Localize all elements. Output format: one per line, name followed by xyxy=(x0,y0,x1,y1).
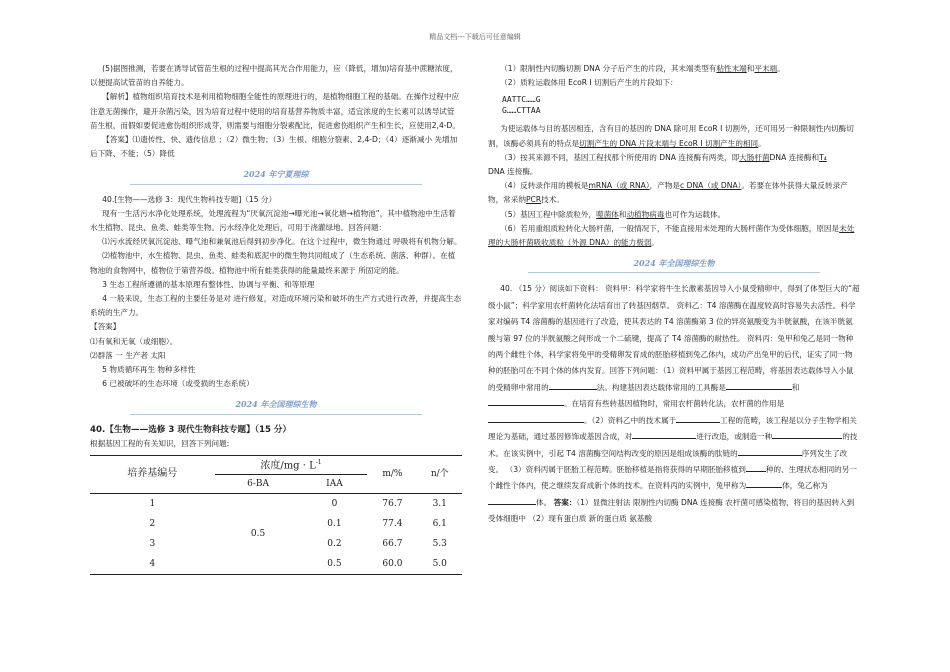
text: （6）若用重组质粒转化大肠杆菌，一般情况下，不能直接用未处理的大肠杆菌作为受体细胞，原因是 xyxy=(500,223,840,233)
question-40-heading: 40.[生物——选修 3：现代生物科技专题]（15 分） xyxy=(102,194,277,204)
sub-question-1: ⑴污水流经厌氧沉淀池、曝气池和兼氧池后得到初步净化。在这个过程中，微生物通过 呼吸将有机物分解。 xyxy=(102,237,462,247)
cell-n: 5.3 xyxy=(432,538,447,549)
section-title-ningxia: 2024 年宁夏理综 xyxy=(130,167,422,184)
blank xyxy=(549,380,597,390)
text: 体，兔乙称为 xyxy=(782,481,828,491)
answer-3: 5 物质循环再生 物种多样性 xyxy=(102,365,196,375)
right-q1 xyxy=(488,62,860,76)
cell-iaa: 0.5 xyxy=(327,558,342,569)
page-header: 精品文档---下载后可任意编辑 xyxy=(429,33,521,41)
header-concentration xyxy=(215,456,368,475)
sub-question-3: 3 生态工程所遵循的基本原理有整体性、协调与平衡、和等原理 xyxy=(102,279,315,289)
text: 。 xyxy=(651,238,660,248)
answer-underline: 未处理的大肠杆菌吸收质粒（外源 DNA）的能力极弱 xyxy=(488,223,855,248)
cell-id: 4 xyxy=(149,558,156,569)
text: 。 xyxy=(777,64,785,73)
text: 的技术。在该实例中，引起 T4 溶菌酶空间结构改变的原因是组成该酶的肽链的 xyxy=(488,432,858,458)
text: 为使运载体与目的基因相连，含有目的基因的 DNA 除可用 EcoR Ⅰ 切割外，还可用另一种限制性内切酶切割，该酶必须具有的特点是 xyxy=(488,124,854,148)
question-40b-heading: 40.【生物——选修 3 现代生物科技专题】（15 分） xyxy=(90,424,292,435)
text: 体。 xyxy=(536,497,552,507)
header-iaa: IAA xyxy=(326,478,343,489)
cell-iaa: 0.1 xyxy=(327,518,342,529)
question-40-body: 现有一生活污水净化处理系统，处理流程为“厌氧沉淀池→曝光池→氧化塘→植物池”，其中植物池中生活着水生植物、昆虫、鱼类、蛙类等生物。污水经净化处理后，可用于浇灌绿地。回答问题： xyxy=(90,208,456,233)
answer-underline: 粘性末端 xyxy=(716,64,747,73)
cell-m: 66.7 xyxy=(382,538,403,549)
text: 。若要在体外获得大量反转录产物，常采纳 xyxy=(488,181,848,205)
dna-sequence xyxy=(502,94,860,116)
cell-id: 2 xyxy=(149,518,156,529)
cell-n: 5.0 xyxy=(432,558,447,569)
answer-underline: 平末端 xyxy=(754,64,778,73)
question-5-text: (5)据图推测，若要在诱导试管苗生根的过程中提高其光合作用能力，应（降低，增加)培育基中蔗糖浓度，以便提高试管苗的自养能力。 xyxy=(90,64,458,88)
answer-label: 答案： xyxy=(553,497,577,507)
sequence-line-1: AATTC……G xyxy=(502,95,541,105)
header-concentration-sup: -1 xyxy=(315,459,322,467)
cell-n: 6.1 xyxy=(432,518,447,529)
text: 技术。 xyxy=(541,195,564,205)
answer-4: 6 已被破坏的生态环境（或受损的生态系统） xyxy=(102,379,254,389)
text: 工程的范畴，该工程是以分子生物学相关理论为基础，通过基因修饰或基因合成，对 xyxy=(488,415,857,442)
answer-2: ⑵群落 一 生产者 太阳 xyxy=(90,350,166,360)
right-q5 xyxy=(488,208,860,222)
text: 种的、生理状态相同的另一个雌性个体内，使之继续发育成新个体的技术。在资料丙的实例中，兔甲称为 xyxy=(488,464,857,491)
text: 法。构建基因表达载体常用的工具酶是 xyxy=(596,382,726,392)
answer-underline: c DNA（或 DNA） xyxy=(680,181,742,191)
sub-question-4: 4 一般来说，生态工程的主要任务是对 进行修复，对造成环境污染和破坏的生产方式进行改善，并提高生态系统的生产力。 xyxy=(90,294,462,318)
cell-m: 60.0 xyxy=(382,558,403,569)
text: （5）基因工程中除质粒外， xyxy=(500,209,597,219)
text: （1）显微注射法 限制性内切酶 DNA 连接酶 农杆菌可感染植物，将目的基因转入到受体细胞中 （2）现有蛋白质 新的蛋白质 氨基酸 xyxy=(488,497,855,524)
header-medium-number: 培养基编号 xyxy=(127,468,178,480)
question-40b-subtitle: 根据基因工程的有关知识，回答下列问题: xyxy=(90,438,230,448)
blank xyxy=(772,429,842,439)
blank xyxy=(726,380,792,390)
answer-1: ⑴有氧和无氧（或细胞）。 xyxy=(90,336,178,346)
text: 40. （15 分）阅读如下资料： 资料甲：科学家将牛生长激素基因导入小鼠受精卵中，得到了体型巨大的“超级小鼠”；科学家用农杆菌转化法培育出了转基因烟草。 资料乙：T4 溶菌酶在温度较高时容易失去活性。科学家对编码 T4 溶菌酶的基因进行了改造，使其表达的 T4 溶菌酶第 3 位的异亮氨酸变为半胱氨酸，在该半胱氨酸与第 97 位的半胱氨酸之间形成一个二硫键，提高了 T4 溶菌酶的耐热性。 资料丙：兔甲和兔乙是同一物种的两个雌性个体，科学家将兔甲的受精卵发育成的胚胎移植到兔乙体内，成功产出兔甲的后代，证实了同一物种的胚胎可在不同个体的体内发育。回答下列问题：（1）资料甲属于基因工程范畴，将基因表达载体导入小鼠的受精卵中常用的 xyxy=(488,284,860,392)
analysis-paragraph: 【解析】植物组织培育技术是利用植物细胞全能性的原理进行的，是植物细胞工程的基础。在操作过程中应注意无菌操作，避开杂菌污染，因为培育过程中使用的培育基营养物质丰富，适宜浓度的生长素可以诱导试管苗生根，而假如要促进愈伤组织形成芽，则需要与细胞分裂素配比，促进愈伤组织产生和生长，应使用2,4-D。 xyxy=(90,92,460,130)
table-row xyxy=(90,494,462,515)
cell-n: 3.1 xyxy=(432,498,447,509)
blank xyxy=(488,495,536,505)
header-n: n/个 xyxy=(430,469,449,480)
right-q4 xyxy=(488,179,860,207)
section-title-national: 2024 年全国理综生物 xyxy=(130,397,422,414)
text: （3）按其来源不同，基因工程找那个所使用的 DNA 连接酶有两类，即 xyxy=(500,152,740,162)
answer-underline: 大肠杆菌 xyxy=(739,152,770,162)
text: 。在培育有些转基因植物时，常用农杆菌转化法，农杆菌的作用是 xyxy=(564,399,785,409)
question-40-reading xyxy=(488,281,860,527)
blank xyxy=(676,413,720,423)
answer-underline: 噬菌体 xyxy=(596,209,619,219)
cell-iaa: 0.2 xyxy=(327,538,342,549)
cell-m: 76.7 xyxy=(382,498,403,509)
text: 也可作为运载体。 xyxy=(664,209,726,219)
answer-underline: PCR xyxy=(525,195,542,205)
blank xyxy=(488,396,564,406)
cell-6ba-value: 0.5 xyxy=(250,528,266,539)
left-column xyxy=(90,62,462,575)
text: 和 xyxy=(618,209,627,219)
cell-iaa: 0 xyxy=(331,498,338,509)
blank xyxy=(746,462,766,472)
sub-question-2: ⑵植物池中，水生植物、昆虫、鱼类、蛙类和底泥中的微生物共同组成了（生态系统、菌落、种群）。在植物池的食物网中，植物位于第营养级。植物池中所有蛙类获得的能量最终来源于 所固定的能。 xyxy=(90,251,456,275)
answer-paragraph: 【答案】⑴遗传性、快、遗传信息 ；（2）微生物；（3）生根、细胞分裂素、2,4-D；（4）逐渐减小 先增加后下降、不能；（5）降低 xyxy=(90,135,458,159)
text: ，产物是 xyxy=(649,181,681,191)
blank xyxy=(738,446,802,456)
right-q2-body xyxy=(488,122,860,150)
blank xyxy=(746,478,782,488)
section-title-national-2: 2024 年全国理综生物 xyxy=(528,256,820,273)
header-concentration-text: 浓度/mg · L xyxy=(260,460,316,472)
text: （4）反转录作用的模板是 xyxy=(500,181,589,191)
text: 和 xyxy=(791,382,800,392)
right-q6 xyxy=(488,222,860,250)
text: 。 xyxy=(758,138,766,148)
text: DNA 连接酶和 xyxy=(769,152,820,162)
answer-underline: mRNA（或 RNA） xyxy=(588,181,650,191)
right-column xyxy=(488,62,860,528)
cell-id: 3 xyxy=(149,538,156,549)
answer-underline: 切割产生的 DNA 片段末端与 EcoR Ⅰ 切割产生的相同 xyxy=(579,138,759,148)
text: 和 xyxy=(746,64,755,73)
culture-medium-table xyxy=(90,455,462,575)
answer-underline: T₄ xyxy=(819,152,827,162)
blank xyxy=(488,413,584,423)
header-6ba: 6-BA xyxy=(247,478,270,489)
text: 进行改造，或制造一种 xyxy=(696,432,773,442)
answer-underline: 动植物病毒 xyxy=(626,209,665,219)
sequence-line-2: G……CTTAA xyxy=(502,106,541,116)
text: DNA 连接酶。 xyxy=(488,167,538,177)
header-m: m/% xyxy=(382,469,403,480)
text: 序列发生了改变。 （3）资料丙属于胚胎工程范畴。胚胎移植是指将获得的早期胚胎移植到 xyxy=(488,448,848,474)
text: （1）限制性内切酶切割 DNA 分子后产生的片段，其末端类型有 xyxy=(500,64,717,73)
blank xyxy=(632,429,696,439)
text: 。（2）资料乙中的技术属于 xyxy=(584,415,677,425)
cell-m: 77.4 xyxy=(382,518,403,529)
cell-id: 1 xyxy=(149,498,156,509)
right-q2: （2）质粒运载体用 EcoR Ⅰ 切割后产生的片段如下： xyxy=(500,78,678,88)
right-q3 xyxy=(488,151,860,179)
answer-heading: 【答案】 xyxy=(90,322,121,332)
